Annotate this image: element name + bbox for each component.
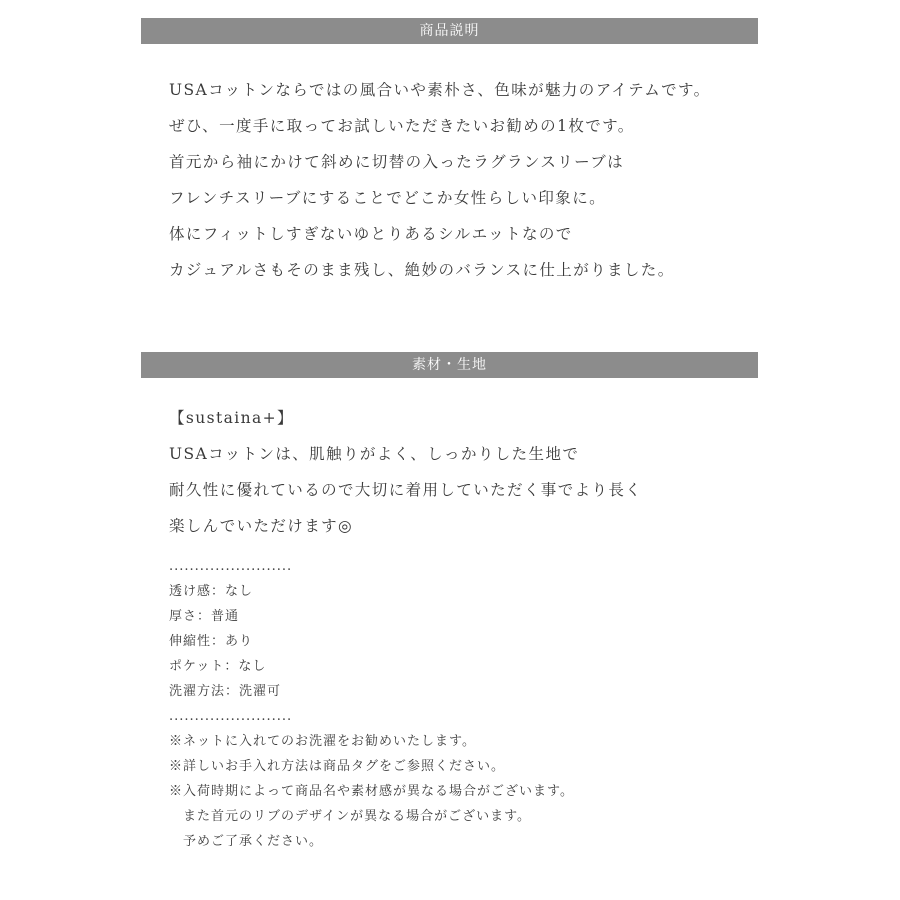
fabric-specs — [169, 554, 759, 854]
description-line: フレンチスリーブにすることでどこか女性らしい印象に。 — [169, 189, 606, 207]
description-line: USAコットンならではの風合いや素朴さ、色味が魅力のアイテムです。 — [169, 81, 711, 99]
spec-sheerness: 透け感：なし — [169, 584, 254, 599]
description-line: ぜひ、一度手に取ってお試しいただきたいお勧めの1枚です。 — [169, 117, 635, 135]
spec-stretch: 伸縮性：あり — [169, 634, 254, 649]
care-note: ※入荷時期によって商品名や素材感が異なる場合がございます。 — [169, 784, 574, 799]
section-header-description: 商品説明 — [141, 18, 758, 44]
product-description — [169, 72, 759, 288]
material-description — [169, 400, 759, 544]
material-line: USAコットンは、肌触りがよく、しっかりした生地で — [169, 445, 580, 463]
care-note: ※詳しいお手入れ方法は商品タグをご参照ください。 — [169, 759, 506, 774]
description-line: 体にフィットしすぎないゆとりあるシルエットなので — [169, 225, 573, 243]
spec-thickness: 厚さ：普通 — [169, 609, 240, 624]
dotted-divider: ........................ — [169, 709, 293, 724]
material-line: 耐久性に優れているので大切に着用していただく事でより長く — [169, 481, 643, 499]
section-header-material: 素材・生地 — [141, 352, 758, 378]
spec-pocket: ポケット：なし — [169, 659, 267, 674]
material-line: 【sustaina+】 — [169, 409, 294, 427]
dotted-divider: ........................ — [169, 559, 293, 574]
description-line: カジュアルさもそのまま残し、絶妙のバランスに仕上がりました。 — [169, 261, 675, 279]
material-line: 楽しんでいただけます◎ — [169, 517, 353, 535]
care-note-continued: 予めご了承ください。 — [183, 834, 324, 849]
care-note: ※ネットに入れてのお洗濯をお勧めいたします。 — [169, 734, 476, 749]
spec-washing: 洗濯方法：洗濯可 — [169, 684, 282, 699]
description-line: 首元から袖にかけて斜めに切替の入ったラグランスリーブは — [169, 153, 625, 171]
care-note-continued: また首元のリブのデザインが異なる場合がございます。 — [183, 809, 532, 824]
